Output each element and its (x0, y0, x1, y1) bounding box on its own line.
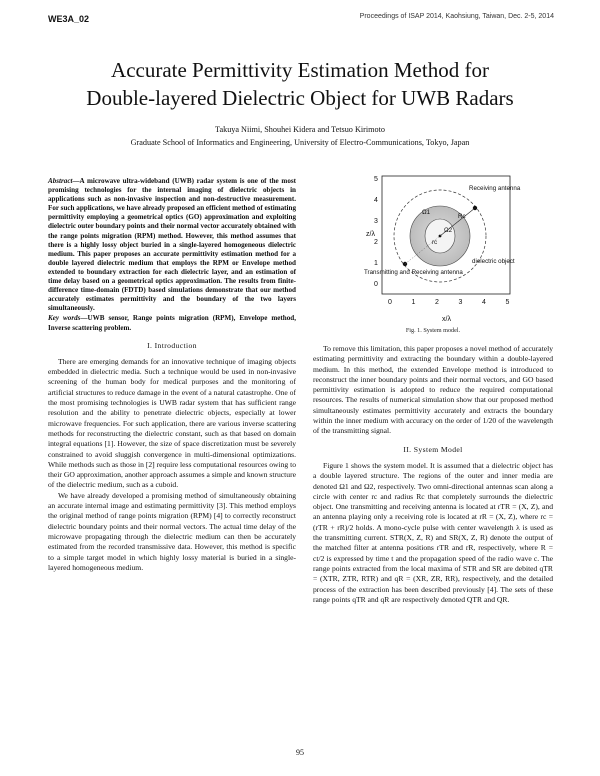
abstract-text: —A microwave ultra-wideband (UWB) radar system is one of the most promising technologies for the internal imaging of dielectric objects in applications such as non-invasive inspection and non-destructive measurement. For such applications, we have already proposed an efficient method of estimating permittivity employing a geometrical optics (GO) approximation and exploiting dielectric outer boundary points and their normal vector accurately obtained with the range points migration (RPM) method. However, this method assumes that there is a highly lossy object buried in a single-layered homogeneous dielectric medium. This paper proposes an accurate permittivity estimation method for a double layered dielectric medium that employs the RPM or Envelope method extended to boundary extraction for each dielectric layer, and an estimation of time delay based on a geometrical optics approximation. The results from finite-difference time-domain (FDTD) based simulations demonstrate that our method accurately estimates permittivity and the boundary of the two layers simultaneously. (48, 177, 296, 313)
abstract-lead: Abstract (48, 177, 73, 185)
abstract (48, 177, 296, 313)
right-column (313, 344, 553, 605)
system-model-diagram (362, 174, 522, 324)
keywords-text: —UWB sensor, Range points migration (RPM), Envelope method, Inverse scattering problem. (48, 314, 296, 332)
label-rc: rc (432, 239, 438, 246)
right-paragraph-1: To remove this limitation, this paper proposes a novel method of accurately estimating permittivity and extracting the boundary within a double-layered medium. In this method, the extended Envelope method is introduced to reconstruct the inner boundary points and their normal vectors, and GO based permittivity estimation is adopted to reduce the required computational resources. The results of numerical simulation show that our proposed method simultaneously estimates permittivity accurately and extracts the boundary within the inner medium with accuracy on the order of 1/20 of the wavelength of the transmitting signal. (313, 344, 553, 436)
label-omega1: Ω1 (422, 209, 431, 216)
intro-paragraph-2: We have already developed a promising method of simultaneously obtaining an accurate internal image and estimating permittivity [3]. This method employs the original method of range points migration (RPM) [4] to correctly reconstruct dielectric boundary points and their normal vectors. The actual time delay of the microwave propagating through the dielectric medium can then be accurately estimated from the recorded transmissive data. However, this method is specific to a simple target model in which highly lossy material is buried in a single-layered homogeneous medium. (48, 490, 296, 572)
left-column (48, 177, 296, 573)
y-tick-label: 2 (374, 239, 378, 246)
y-tick-label: 5 (374, 176, 378, 183)
x-tick-label: 4 (482, 299, 486, 306)
x-tick-label: 0 (388, 299, 392, 306)
keywords-lead: Key words (48, 314, 81, 323)
y-axis-label: z/λ (366, 231, 375, 238)
y-tick-label: 1 (374, 260, 378, 267)
page-number: 95 (296, 748, 304, 757)
label-object: dielectric object (472, 258, 515, 265)
label-Rc: Rc (458, 213, 466, 220)
affiliation: Graduate School of Informatics and Engineering, University of Electro-Communications, Tokyo, Japan (130, 138, 470, 147)
label-tr: Transmitting and Receiving antenna (364, 269, 463, 276)
paper-title (40, 56, 560, 112)
proceedings-header: Proceedings of ISAP 2014, Kaohsiung, Taiwan, Dec. 2-5, 2014 (359, 13, 554, 20)
section-heading-system-model: II. System Model (403, 444, 463, 454)
y-tick-label: 0 (374, 281, 378, 288)
title-line-2: Double-layered Dielectric Object for UWB Radars (86, 86, 514, 110)
system-model-paragraph: Figure 1 shows the system model. It is assumed that a dielectric object has a double layered structure. The regions of the outer and inner media are denoted Ω1 and Ω2, respectively. Two omni-directional antennas scan along a circle with center rc and radius Rc that completely surrounds the dielectric object. One transmitting and receiving antenna is located at rTR = (X, Z), and an antenna playing only a receiving role is located at rR = (X, Z), where rc = (rTR + rR)/2 holds. A mono-cycle pulse with center wavelength λ is used as the transmitting current. STR(X, Z, R) and SR(X, Z, R) denote the output of the matched filter at antenna positions rTR and rR, respectively, where R = ct/2 is expressed by time t and the propagation speed of the radio wave c. The range points extracted from the local maxima of STR and SR are debited qTR = (XTR, ZTR, RTR) and qR = (XR, ZR, RR), respectively, and the detailed process of the extraction has been described previously [4]. The sets of these range points qTR and qR are respectively denoted QTR and QR. (313, 460, 553, 604)
system-model-figure (362, 174, 522, 324)
x-tick-label: 3 (458, 299, 463, 306)
section-heading-introduction: I. Introduction (147, 340, 197, 350)
x-tick-label: 1 (411, 299, 416, 306)
title-line-1: Accurate Permittivity Estimation Method for (111, 58, 489, 82)
x-tick-label: 2 (435, 299, 439, 306)
figure-caption: Fig. 1. System model. (405, 327, 461, 334)
label-omega2: Ω2 (444, 227, 453, 234)
x-tick-labels (388, 299, 510, 306)
label-receiving: Receiving antenna R (469, 185, 522, 192)
paper-code: WE3A_02 (48, 14, 90, 24)
authors: Takuya Niimi, Shouhei Kidera and Tetsuo Kirimoto (215, 125, 385, 134)
x-tick-label: 5 (505, 299, 510, 306)
intro-paragraph-1: There are emerging demands for an innovative technique of imaging objects embedded in dielectric media. Such a technique would be used in non-invasive screening of the human body for medical purposes and the monitoring of artificial structures to reduce damage in the event of a natural catastrophe. One of the most promising technologies is UWB radar system that has sufficient range resolution and the ability to penetrate dielectric objects, especially at lower microwave frequencies. For such application, there are various inverse scattering methods for reconstructing the dielectric constant, such as that based on domain integral equations [1]. However, the size of space discretization must be severely constrained to avoid sluggish convergence in multi-dimensional optimizations. While methods such as those in [2] require less computational resources owing to their GO approximation, another approach assumes a simple and known structure of the dielectric medium, such as a cuboid. (48, 356, 297, 490)
keywords (48, 314, 296, 332)
y-tick-label: 4 (374, 197, 378, 204)
y-tick-label: 3 (374, 218, 378, 225)
x-axis-label: x/λ (442, 316, 451, 323)
